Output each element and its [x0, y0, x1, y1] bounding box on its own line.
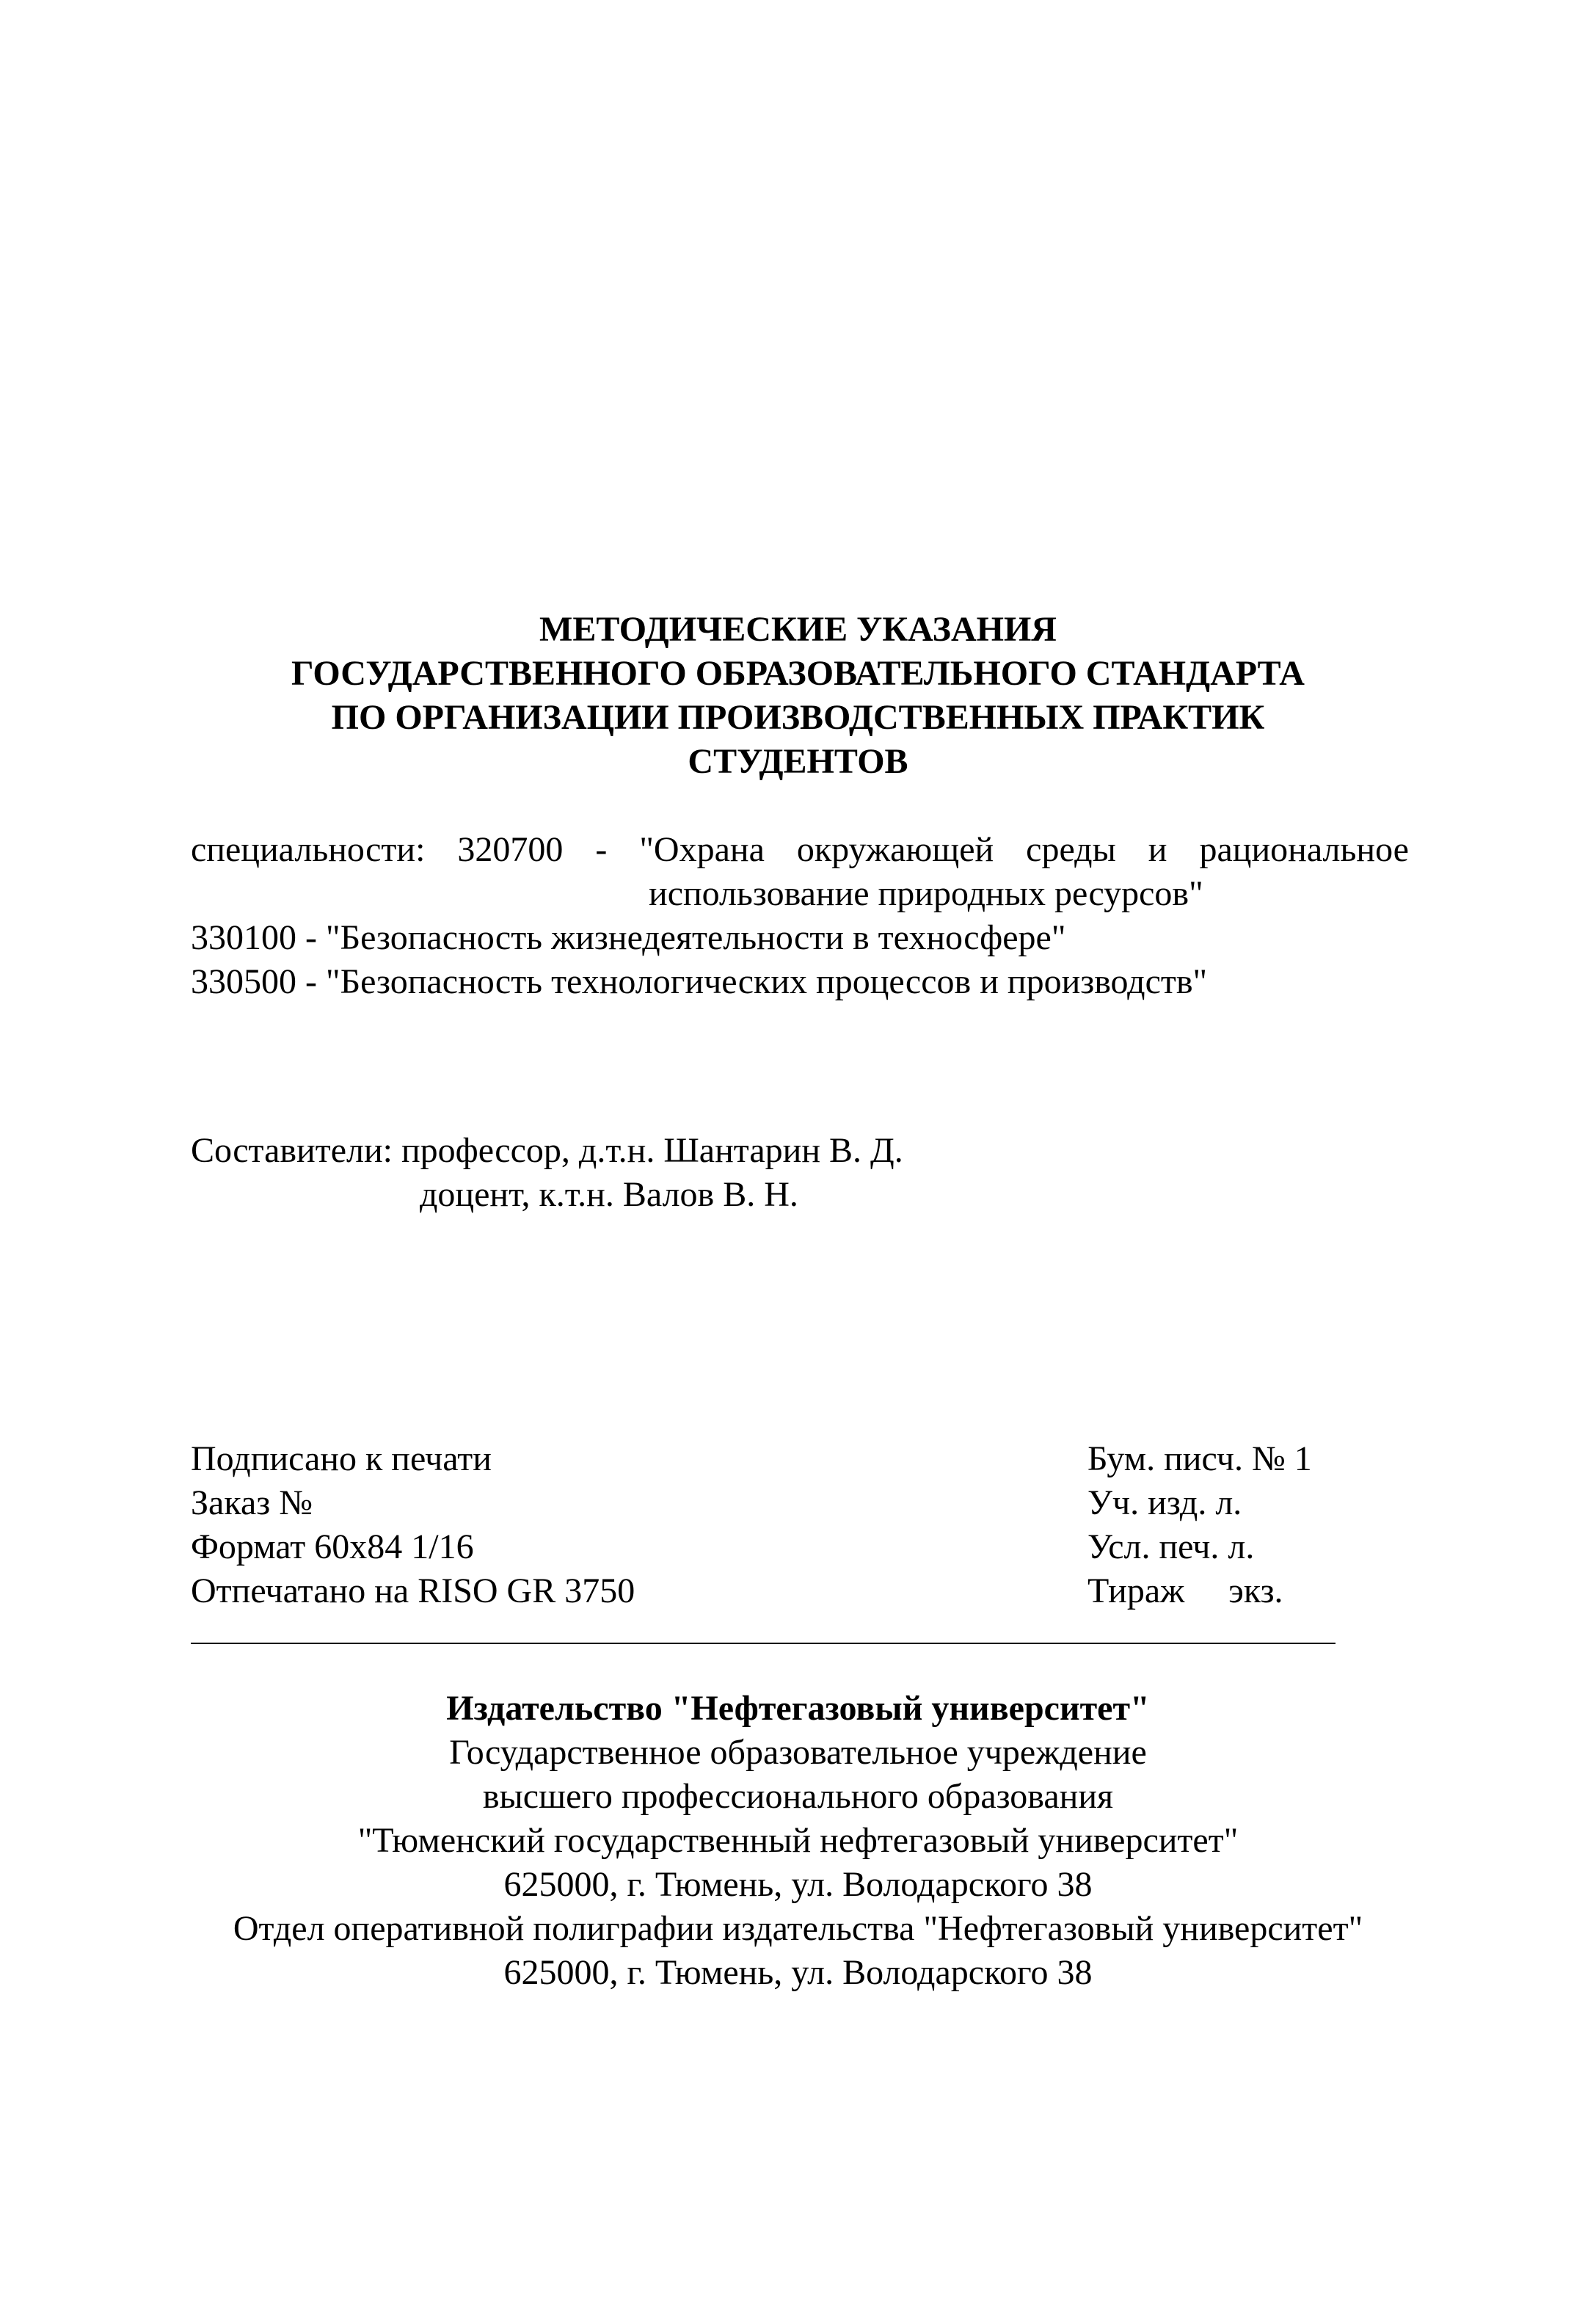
title-line: МЕТОДИЧЕСКИЕ УКАЗАНИЯ — [539, 610, 1057, 649]
imprint-left: Формат 60x84 1/16 — [191, 1527, 474, 1566]
imprint-left: Отпечатано на RISO GR 3750 — [191, 1571, 635, 1610]
specialty-line-330500: 330500 - "Безопасность технологических процессов и производств" — [191, 962, 1208, 1001]
spec-word: окружающей — [796, 830, 994, 869]
imprint-right — [1087, 1481, 1242, 1525]
imprint-block — [191, 1437, 1336, 1613]
specialties-block — [191, 828, 1409, 1004]
imprint-right-suffix: экз. — [1228, 1571, 1283, 1610]
spec-word: рациональное — [1199, 830, 1409, 869]
publisher-name: Издательство "Нефтегазовый университет" — [446, 1689, 1150, 1728]
title-line: ПО ОРГАНИЗАЦИИ ПРОИЗВОДСТВЕННЫХ ПРАКТИК — [331, 698, 1265, 737]
imprint-right-label: Бум. писч. № 1 — [1087, 1439, 1312, 1478]
spec-word: - — [595, 830, 608, 869]
spec-word: "Охрана — [639, 830, 765, 869]
title-line: ГОСУДАРСТВЕННОГО ОБРАЗОВАТЕЛЬНОГО СТАНДАРТА — [291, 654, 1305, 693]
divider-line — [191, 1643, 1336, 1644]
imprint-right — [1087, 1569, 1283, 1613]
specialty-line-320700 — [191, 828, 1409, 872]
publisher-address: 625000, г. Тюмень, ул. Володарского 38 — [503, 1953, 1093, 1992]
imprint-row — [191, 1481, 1336, 1525]
imprint-row — [191, 1525, 1336, 1569]
publisher-address: 625000, г. Тюмень, ул. Володарского 38 — [503, 1865, 1093, 1904]
author-line-1: Составители: профессор, д.т.н. Шантарин В. Д. — [191, 1131, 903, 1170]
specialty-line-continuation: использование природных ресурсов" — [649, 874, 1203, 913]
imprint-right-label: Усл. печ. л. — [1087, 1527, 1255, 1566]
publisher-line: "Тюменский государственный нефтегазовый университет" — [357, 1821, 1239, 1860]
imprint-row — [191, 1437, 1336, 1481]
spec-word: 320700 — [457, 830, 564, 869]
authors-block — [191, 1129, 903, 1217]
publisher-block — [0, 1687, 1596, 1995]
publisher-line: Отдел оперативной полиграфии издательства "Нефтегазовый университет" — [233, 1909, 1363, 1948]
specialty-line-330100: 330100 - "Безопасность жизнедеятельности в техносфере" — [191, 918, 1066, 957]
imprint-right — [1087, 1525, 1254, 1569]
imprint-left: Заказ № — [191, 1483, 313, 1522]
spec-word: и — [1148, 830, 1167, 869]
title-line: СТУДЕНТОВ — [688, 742, 908, 781]
imprint-row — [191, 1569, 1336, 1613]
imprint-right-label: Уч. изд. л. — [1087, 1483, 1242, 1522]
author-line-2: доцент, к.т.н. Валов В. Н. — [420, 1175, 798, 1214]
imprint-right-label: Тираж — [1087, 1571, 1185, 1610]
publisher-line: Государственное образовательное учреждение — [449, 1733, 1147, 1772]
imprint-right — [1087, 1437, 1312, 1481]
publisher-line: высшего профессионального образования — [482, 1777, 1114, 1816]
spec-word: специальности: — [191, 830, 426, 869]
imprint-left: Подписано к печати — [191, 1439, 492, 1478]
spec-word: среды — [1026, 830, 1116, 869]
document-title — [0, 608, 1596, 784]
